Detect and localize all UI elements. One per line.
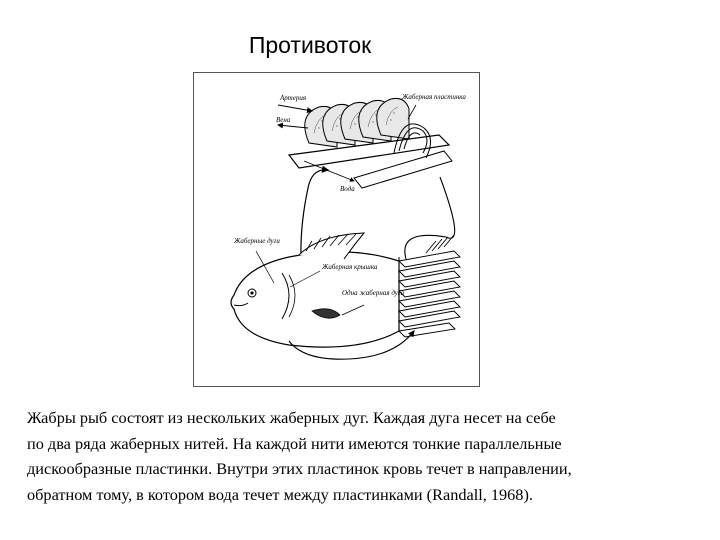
caption-line: дискообразные пластинки. Внутри этих пластинок кровь течет в направлении,: [27, 459, 572, 478]
gill-filament-label: Жаберная пластинка: [402, 93, 466, 101]
connector-curve-right: [405, 177, 455, 259]
caption-line: обратном тому, в котором вода течет между пластинками (Randall, 1968).: [27, 484, 533, 504]
caption-line: Жабры рыб состоят из нескольких жаберных дуг. Каждая дуга несет на себе: [27, 408, 556, 427]
caption-line: по два ряда жаберных нитей. На каждой нити имеются тонкие параллельные: [27, 433, 562, 453]
one-gill-arch-label: Одна жаберная дуга: [342, 289, 405, 297]
slide-title: Противоток: [248, 32, 372, 58]
artery-label: Артерия: [280, 94, 307, 102]
gill-diagram: [194, 73, 481, 388]
gill-countercurrent-figure: [193, 72, 480, 387]
gill-arch-stack: [399, 251, 460, 337]
vein-label: Вена: [276, 116, 291, 124]
caption-text: [27, 405, 702, 507]
gill-arches-label: Жаберные дуги: [234, 237, 280, 245]
water-label: Вода: [340, 185, 355, 193]
gill-cover-label: Жаберная крышка: [322, 263, 378, 271]
